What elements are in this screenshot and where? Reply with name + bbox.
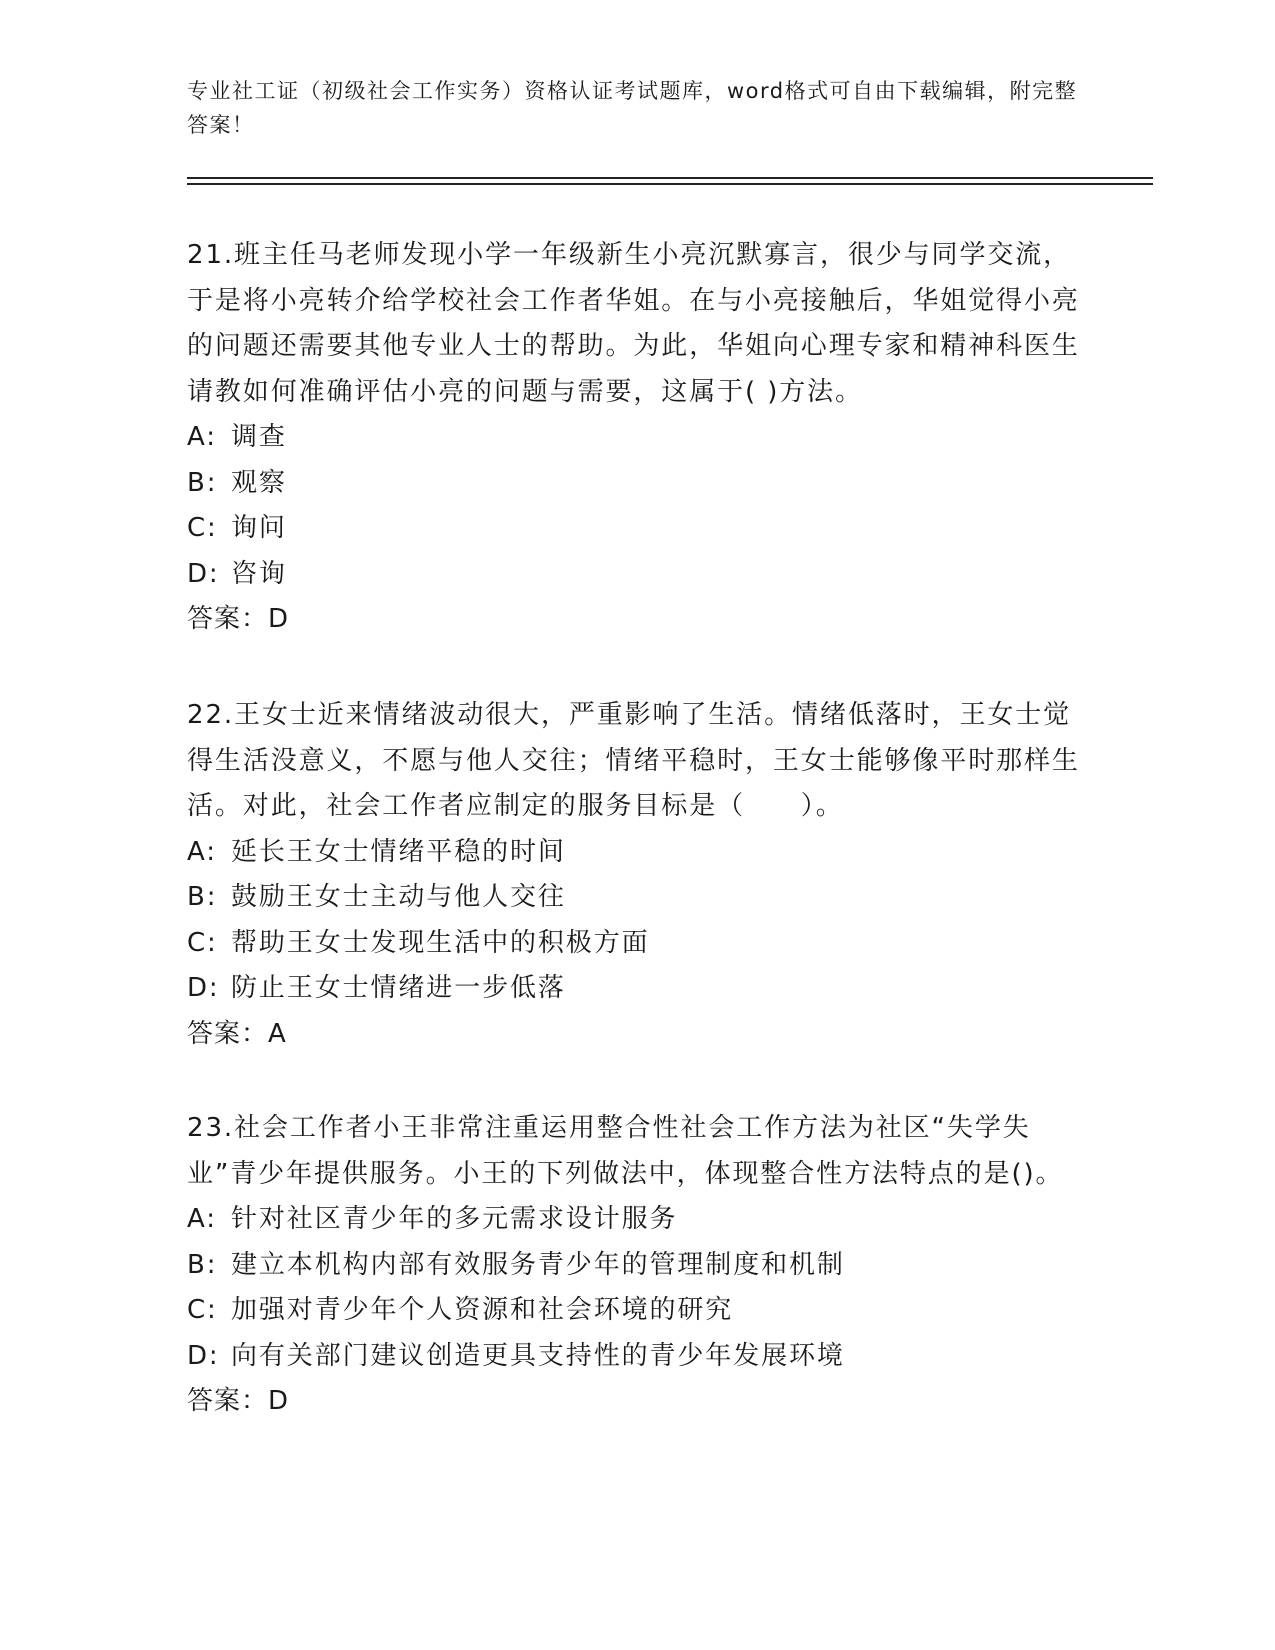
option-text: 调查 <box>231 422 287 452</box>
option-c <box>187 921 1087 967</box>
option-letter: B: <box>187 1249 218 1280</box>
option-letter: C: <box>187 513 218 543</box>
option-letter: A: <box>187 1204 217 1234</box>
option-d <box>187 1334 1087 1380</box>
option-a <box>187 415 1087 461</box>
document-header: 专业社工证（初级社会工作实务）资格认证考试题库，word格式可自由下载编辑，附完整答案！ <box>187 79 1078 137</box>
option-text: 鼓励王女士主动与他人交往 <box>231 882 566 912</box>
option-text: 建立本机构内部有效服务青少年的管理制度和机制 <box>231 1249 845 1280</box>
option-letter: A: <box>187 422 217 452</box>
option-c <box>187 506 1087 552</box>
answer-line: 答案：A <box>187 1018 287 1049</box>
question-stem: 21.班主任马老师发现小学一年级新生小亮沉默寡言，很少与同学交流，于是将小亮转介给学校社会工作者华姐。在与小亮接触后，华姐觉得小亮的问题还需要其他专业人士的帮助。为此，华姐向心理专家和精神科医生请教如何准确评估小亮的问题与需要，这属于( )方法。 <box>187 240 1080 407</box>
option-text: 询问 <box>231 513 287 543</box>
question-stem: 22.王女士近来情绪波动很大，严重影响了生活。情绪低落时，王女士觉得生活没意义，不愿与他人交往；情绪平稳时，王女士能够像平时那样生活。对此，社会工作者应制定的服务目标是（ ）。 <box>187 700 1080 821</box>
option-text: 观察 <box>231 467 287 498</box>
option-text: 咨询 <box>231 558 287 589</box>
question-21 <box>187 233 1087 643</box>
question-23 <box>187 1106 1087 1425</box>
option-letter: D: <box>187 1340 220 1371</box>
option-a <box>187 1197 1087 1243</box>
option-letter: D: <box>187 973 220 1003</box>
option-letter: B: <box>187 467 218 498</box>
option-text: 延长王女士情绪平稳的时间 <box>231 836 566 867</box>
option-letter: B: <box>187 882 218 912</box>
option-letter: D: <box>187 558 220 589</box>
option-c <box>187 1288 1087 1334</box>
option-letter: C: <box>187 927 218 958</box>
option-d <box>187 552 1087 598</box>
option-text: 防止王女士情绪进一步低落 <box>231 973 566 1003</box>
answer-line: 答案：D <box>187 1386 290 1416</box>
header-divider-bottom <box>187 183 1153 185</box>
option-letter: C: <box>187 1295 218 1325</box>
answer-line: 答案：D <box>187 604 290 634</box>
option-a <box>187 830 1087 876</box>
option-b <box>187 875 1087 921</box>
question-22 <box>187 693 1087 1057</box>
option-text: 针对社区青少年的多元需求设计服务 <box>231 1204 678 1234</box>
option-text: 向有关部门建议创造更具支持性的青少年发展环境 <box>231 1340 845 1371</box>
option-d <box>187 966 1087 1012</box>
option-letter: A: <box>187 836 217 867</box>
option-text: 加强对青少年个人资源和社会环境的研究 <box>231 1295 734 1325</box>
option-b <box>187 1243 1087 1289</box>
question-stem: 23.社会工作者小王非常注重运用整合性社会工作方法为社区“失学失业”青少年提供服务。小王的下列做法中，体现整合性方法特点的是()。 <box>187 1113 1064 1189</box>
header-divider-top <box>187 177 1153 179</box>
option-b <box>187 461 1087 507</box>
option-text: 帮助王女士发现生活中的积极方面 <box>231 927 650 958</box>
